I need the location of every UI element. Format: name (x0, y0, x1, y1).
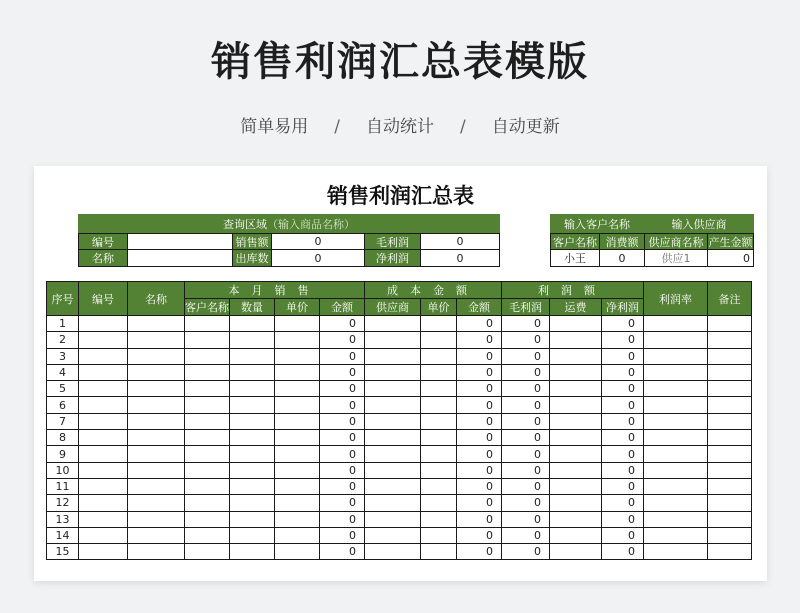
gross-profit-cell: 0 (502, 332, 550, 348)
name-cell[interactable] (128, 478, 185, 494)
generated-amount-value: 0 (707, 249, 754, 267)
code-cell[interactable] (79, 527, 128, 543)
net-profit-cell: 0 (602, 332, 644, 348)
profit-rate-cell (644, 364, 708, 380)
table-row (47, 316, 752, 332)
tag-separator: / (334, 117, 340, 137)
net-profit-cell: 0 (602, 397, 644, 413)
unit-price-cell[interactable] (275, 511, 320, 527)
query-area-label: 查询区域 (223, 217, 267, 231)
remark-cell[interactable] (708, 381, 752, 397)
cost-amount-cell: 0 (457, 462, 502, 478)
column-header-supplier: 供应商 (365, 299, 421, 316)
remark-cell[interactable] (708, 364, 752, 380)
remark-cell[interactable] (708, 527, 752, 543)
sales-amount-cell: 0 (320, 430, 365, 446)
column-group-profit: 利润额 (502, 282, 644, 299)
cost-amount-cell: 0 (457, 495, 502, 511)
code-cell[interactable] (79, 511, 128, 527)
remark-cell[interactable] (708, 397, 752, 413)
page-title: 销售利润汇总表模版 (211, 39, 589, 85)
cost-amount-cell: 0 (457, 316, 502, 332)
column-header-sales-amount: 金额 (320, 299, 365, 316)
unit-price-cell[interactable] (275, 316, 320, 332)
seq-cell: 14 (47, 527, 79, 543)
remark-cell[interactable] (708, 462, 752, 478)
customer-cell[interactable] (185, 430, 230, 446)
cost-unit-price-cell[interactable] (421, 364, 457, 380)
name-cell[interactable] (128, 348, 185, 364)
cost-unit-price-cell[interactable] (421, 511, 457, 527)
customer-cell[interactable] (185, 446, 230, 462)
cost-amount-cell: 0 (457, 332, 502, 348)
profit-rate-cell (644, 478, 708, 494)
code-cell[interactable] (79, 316, 128, 332)
net-profit-cell: 0 (602, 495, 644, 511)
quantity-cell[interactable] (230, 397, 275, 413)
sales-amount-cell: 0 (320, 462, 365, 478)
table-row (47, 381, 752, 397)
cost-amount-cell: 0 (457, 478, 502, 494)
code-cell[interactable] (79, 397, 128, 413)
seq-cell: 15 (47, 544, 79, 560)
unit-price-cell[interactable] (275, 381, 320, 397)
column-header-cost-amount: 金额 (457, 299, 502, 316)
table-row (47, 527, 752, 543)
freight-cell[interactable] (550, 544, 602, 560)
quantity-cell[interactable] (230, 430, 275, 446)
profit-rate-cell (644, 446, 708, 462)
customer-cell[interactable] (185, 478, 230, 494)
gross-profit-cell: 0 (502, 462, 550, 478)
supplier-cell[interactable] (365, 332, 421, 348)
gross-profit-cell: 0 (502, 316, 550, 332)
cost-amount-cell: 0 (457, 348, 502, 364)
unit-price-cell[interactable] (275, 495, 320, 511)
sales-amount-cell: 0 (320, 381, 365, 397)
supplier-cell[interactable] (365, 462, 421, 478)
net-profit-cell: 0 (602, 527, 644, 543)
supplier-cell[interactable] (365, 527, 421, 543)
net-profit-cell: 0 (602, 446, 644, 462)
customer-cell[interactable] (185, 511, 230, 527)
net-profit-cell: 0 (602, 348, 644, 364)
cost-unit-price-cell[interactable] (421, 381, 457, 397)
cost-unit-price-cell[interactable] (421, 544, 457, 560)
table-row (47, 446, 752, 462)
table-row (47, 348, 752, 364)
cost-unit-price-cell[interactable] (421, 478, 457, 494)
query-area-hint: （输入商品名称） (267, 217, 355, 231)
net-profit-cell: 0 (602, 478, 644, 494)
code-cell[interactable] (79, 332, 128, 348)
quantity-cell[interactable] (230, 348, 275, 364)
code-cell[interactable] (79, 462, 128, 478)
cost-amount-cell: 0 (457, 397, 502, 413)
supplier-cell[interactable] (365, 381, 421, 397)
consumption-label: 消费额 (599, 233, 645, 250)
remark-cell[interactable] (708, 430, 752, 446)
supplier-cell[interactable] (365, 446, 421, 462)
code-cell[interactable] (79, 364, 128, 380)
customer-cell[interactable] (185, 397, 230, 413)
query-gross-profit-label: 毛利润 (364, 233, 421, 250)
remark-cell[interactable] (708, 316, 752, 332)
customer-query-header: 输入客户名称 (550, 214, 644, 233)
freight-cell[interactable] (550, 430, 602, 446)
supplier-cell[interactable] (365, 544, 421, 560)
column-header-gross-profit: 毛利润 (502, 299, 550, 316)
cost-unit-price-cell[interactable] (421, 348, 457, 364)
seq-cell: 10 (47, 462, 79, 478)
sales-amount-cell: 0 (320, 544, 365, 560)
cost-unit-price-cell[interactable] (421, 332, 457, 348)
query-out-qty-value: 0 (271, 249, 365, 267)
name-cell[interactable] (128, 511, 185, 527)
profit-rate-cell (644, 527, 708, 543)
supplier-cell[interactable] (365, 316, 421, 332)
profit-rate-cell (644, 348, 708, 364)
name-cell[interactable] (128, 430, 185, 446)
gross-profit-cell: 0 (502, 495, 550, 511)
spreadsheet-sheet (34, 166, 767, 581)
unit-price-cell[interactable] (275, 413, 320, 429)
gross-profit-cell: 0 (502, 478, 550, 494)
remark-cell[interactable] (708, 332, 752, 348)
profit-rate-cell (644, 381, 708, 397)
code-cell[interactable] (79, 413, 128, 429)
query-code-input[interactable] (127, 233, 233, 250)
gross-profit-cell: 0 (502, 430, 550, 446)
gross-profit-cell: 0 (502, 364, 550, 380)
customer-cell[interactable] (185, 381, 230, 397)
consumption-value: 0 (599, 249, 645, 267)
customer-cell[interactable] (185, 462, 230, 478)
freight-cell[interactable] (550, 511, 602, 527)
unit-price-cell[interactable] (275, 446, 320, 462)
sales-amount-cell: 0 (320, 397, 365, 413)
supplier-cell[interactable] (365, 397, 421, 413)
freight-cell[interactable] (550, 413, 602, 429)
query-gross-profit-value: 0 (420, 233, 500, 250)
sales-amount-cell: 0 (320, 495, 365, 511)
feature-tag: 简单易用 (240, 117, 309, 137)
gross-profit-cell: 0 (502, 527, 550, 543)
feature-tag: 自动统计 (366, 117, 434, 137)
supplier-cell[interactable] (365, 511, 421, 527)
table-row (47, 511, 752, 527)
sales-amount-cell: 0 (320, 446, 365, 462)
name-cell[interactable] (128, 527, 185, 543)
gross-profit-cell: 0 (502, 397, 550, 413)
customer-cell[interactable] (185, 527, 230, 543)
freight-cell[interactable] (550, 381, 602, 397)
gross-profit-cell: 0 (502, 381, 550, 397)
net-profit-cell: 0 (602, 413, 644, 429)
table-row (47, 397, 752, 413)
freight-cell[interactable] (550, 364, 602, 380)
sales-amount-cell: 0 (320, 364, 365, 380)
column-header-remark: 备注 (708, 282, 752, 316)
customer-name-label: 客户名称 (550, 233, 600, 250)
net-profit-cell: 0 (602, 316, 644, 332)
quantity-cell[interactable] (230, 527, 275, 543)
query-area-header (78, 214, 500, 233)
supplier-name-input[interactable]: 供应1 (644, 249, 708, 267)
seq-cell: 2 (47, 332, 79, 348)
seq-cell: 9 (47, 446, 79, 462)
query-net-profit-value: 0 (420, 249, 500, 267)
supplier-cell[interactable] (365, 478, 421, 494)
sales-amount-cell: 0 (320, 413, 365, 429)
table-row (47, 495, 752, 511)
code-cell[interactable] (79, 430, 128, 446)
name-cell[interactable] (128, 495, 185, 511)
supplier-cell[interactable] (365, 430, 421, 446)
feature-tag: 自动更新 (491, 117, 560, 137)
code-cell[interactable] (79, 446, 128, 462)
table-row (47, 462, 752, 478)
seq-cell: 7 (47, 413, 79, 429)
code-cell[interactable] (79, 544, 128, 560)
name-cell[interactable] (128, 413, 185, 429)
table-row (47, 364, 752, 380)
freight-cell[interactable] (550, 478, 602, 494)
profit-rate-cell (644, 397, 708, 413)
column-header-seq: 序号 (47, 282, 79, 316)
unit-price-cell[interactable] (275, 544, 320, 560)
column-header-cost-unit-price: 单价 (421, 299, 457, 316)
customer-cell[interactable] (185, 332, 230, 348)
column-header-quantity: 数量 (230, 299, 275, 316)
unit-price-cell[interactable] (275, 348, 320, 364)
seq-cell: 12 (47, 495, 79, 511)
query-sales-amount-label: 销售额 (232, 233, 272, 250)
gross-profit-cell: 0 (502, 511, 550, 527)
sales-amount-cell: 0 (320, 478, 365, 494)
remark-cell[interactable] (708, 446, 752, 462)
table-row (47, 332, 752, 348)
code-cell[interactable] (79, 478, 128, 494)
sales-amount-cell: 0 (320, 332, 365, 348)
query-name-input[interactable] (127, 249, 233, 267)
remark-cell[interactable] (708, 495, 752, 511)
customer-cell[interactable] (185, 316, 230, 332)
column-header-freight: 运费 (550, 299, 602, 316)
gross-profit-cell: 0 (502, 413, 550, 429)
profit-rate-cell (644, 413, 708, 429)
query-sales-amount-value: 0 (271, 233, 365, 250)
sales-amount-cell: 0 (320, 527, 365, 543)
gross-profit-cell: 0 (502, 348, 550, 364)
customer-cell[interactable] (185, 364, 230, 380)
supplier-cell[interactable] (365, 364, 421, 380)
unit-price-cell[interactable] (275, 527, 320, 543)
freight-cell[interactable] (550, 462, 602, 478)
table-body (47, 316, 752, 560)
quantity-cell[interactable] (230, 364, 275, 380)
cost-unit-price-cell[interactable] (421, 446, 457, 462)
column-header-unit-price: 单价 (275, 299, 320, 316)
cost-amount-cell: 0 (457, 527, 502, 543)
name-cell[interactable] (128, 446, 185, 462)
cost-amount-cell: 0 (457, 544, 502, 560)
cost-unit-price-cell[interactable] (421, 527, 457, 543)
seq-cell: 8 (47, 430, 79, 446)
net-profit-cell: 0 (602, 364, 644, 380)
column-header-profit-rate: 利润率 (644, 282, 708, 316)
cost-amount-cell: 0 (457, 446, 502, 462)
net-profit-cell: 0 (602, 381, 644, 397)
net-profit-cell: 0 (602, 430, 644, 446)
quantity-cell[interactable] (230, 462, 275, 478)
freight-cell[interactable] (550, 397, 602, 413)
query-name-label: 名称 (78, 249, 128, 267)
feature-tags (0, 112, 800, 137)
query-net-profit-label: 净利润 (364, 249, 421, 267)
seq-cell: 11 (47, 478, 79, 494)
remark-cell[interactable] (708, 413, 752, 429)
cost-unit-price-cell[interactable] (421, 397, 457, 413)
cost-unit-price-cell[interactable] (421, 316, 457, 332)
supplier-query-header: 输入供应商 (644, 214, 754, 233)
quantity-cell[interactable] (230, 332, 275, 348)
gross-profit-cell: 0 (502, 544, 550, 560)
cost-amount-cell: 0 (457, 511, 502, 527)
table-row (47, 544, 752, 560)
remark-cell[interactable] (708, 544, 752, 560)
profit-rate-cell (644, 544, 708, 560)
supplier-cell[interactable] (365, 495, 421, 511)
profit-rate-cell (644, 332, 708, 348)
profit-rate-cell (644, 430, 708, 446)
sheet-title: 销售利润汇总表 (327, 184, 474, 208)
freight-cell[interactable] (550, 348, 602, 364)
freight-cell[interactable] (550, 316, 602, 332)
seq-cell: 4 (47, 364, 79, 380)
net-profit-cell: 0 (602, 462, 644, 478)
customer-cell[interactable] (185, 348, 230, 364)
unit-price-cell[interactable] (275, 332, 320, 348)
customer-cell[interactable] (185, 544, 230, 560)
column-group-sales: 本月销售 (185, 282, 365, 299)
sales-amount-cell: 0 (320, 511, 365, 527)
code-cell[interactable] (79, 348, 128, 364)
gross-profit-cell: 0 (502, 446, 550, 462)
customer-name-input[interactable]: 小王 (550, 249, 600, 267)
column-header-name: 名称 (128, 282, 185, 316)
name-cell[interactable] (128, 364, 185, 380)
quantity-cell[interactable] (230, 511, 275, 527)
seq-cell: 6 (47, 397, 79, 413)
net-profit-cell: 0 (602, 511, 644, 527)
freight-cell[interactable] (550, 332, 602, 348)
column-header-customer: 客户名称 (185, 299, 230, 316)
quantity-cell[interactable] (230, 478, 275, 494)
sales-amount-cell: 0 (320, 348, 365, 364)
seq-cell: 1 (47, 316, 79, 332)
customer-cell[interactable] (185, 413, 230, 429)
remark-cell[interactable] (708, 348, 752, 364)
column-header-code: 编号 (79, 282, 128, 316)
name-cell[interactable] (128, 316, 185, 332)
seq-cell: 13 (47, 511, 79, 527)
quantity-cell[interactable] (230, 381, 275, 397)
name-cell[interactable] (128, 462, 185, 478)
profit-rate-cell (644, 462, 708, 478)
unit-price-cell[interactable] (275, 462, 320, 478)
name-cell[interactable] (128, 544, 185, 560)
query-out-qty-label: 出库数 (232, 249, 272, 267)
profit-rate-cell (644, 316, 708, 332)
profit-rate-cell (644, 511, 708, 527)
table-row (47, 478, 752, 494)
cost-amount-cell: 0 (457, 364, 502, 380)
name-cell[interactable] (128, 397, 185, 413)
tag-separator: / (460, 117, 466, 137)
query-code-label: 编号 (78, 233, 128, 250)
cost-amount-cell: 0 (457, 413, 502, 429)
remark-cell[interactable] (708, 478, 752, 494)
generated-amount-label: 产生金额 (707, 233, 754, 250)
cost-unit-price-cell[interactable] (421, 495, 457, 511)
supplier-cell[interactable] (365, 348, 421, 364)
cost-unit-price-cell[interactable] (421, 462, 457, 478)
quantity-cell[interactable] (230, 495, 275, 511)
table-row (47, 413, 752, 429)
column-group-cost: 成本金额 (365, 282, 502, 299)
net-profit-cell: 0 (602, 544, 644, 560)
sales-amount-cell: 0 (320, 316, 365, 332)
cost-unit-price-cell[interactable] (421, 413, 457, 429)
sales-profit-table (46, 281, 752, 560)
unit-price-cell[interactable] (275, 478, 320, 494)
unit-price-cell[interactable] (275, 430, 320, 446)
table-row (47, 430, 752, 446)
name-cell[interactable] (128, 332, 185, 348)
supplier-name-label: 供应商名称 (644, 233, 708, 250)
supplier-cell[interactable] (365, 413, 421, 429)
cost-amount-cell: 0 (457, 381, 502, 397)
column-header-net-profit: 净利润 (602, 299, 644, 316)
freight-cell[interactable] (550, 527, 602, 543)
code-cell[interactable] (79, 381, 128, 397)
freight-cell[interactable] (550, 495, 602, 511)
name-cell[interactable] (128, 381, 185, 397)
quantity-cell[interactable] (230, 413, 275, 429)
quantity-cell[interactable] (230, 446, 275, 462)
quantity-cell[interactable] (230, 316, 275, 332)
customer-cell[interactable] (185, 495, 230, 511)
cost-unit-price-cell[interactable] (421, 430, 457, 446)
unit-price-cell[interactable] (275, 364, 320, 380)
remark-cell[interactable] (708, 511, 752, 527)
profit-rate-cell (644, 495, 708, 511)
unit-price-cell[interactable] (275, 397, 320, 413)
cost-amount-cell: 0 (457, 430, 502, 446)
code-cell[interactable] (79, 495, 128, 511)
freight-cell[interactable] (550, 446, 602, 462)
seq-cell: 3 (47, 348, 79, 364)
seq-cell: 5 (47, 381, 79, 397)
quantity-cell[interactable] (230, 544, 275, 560)
